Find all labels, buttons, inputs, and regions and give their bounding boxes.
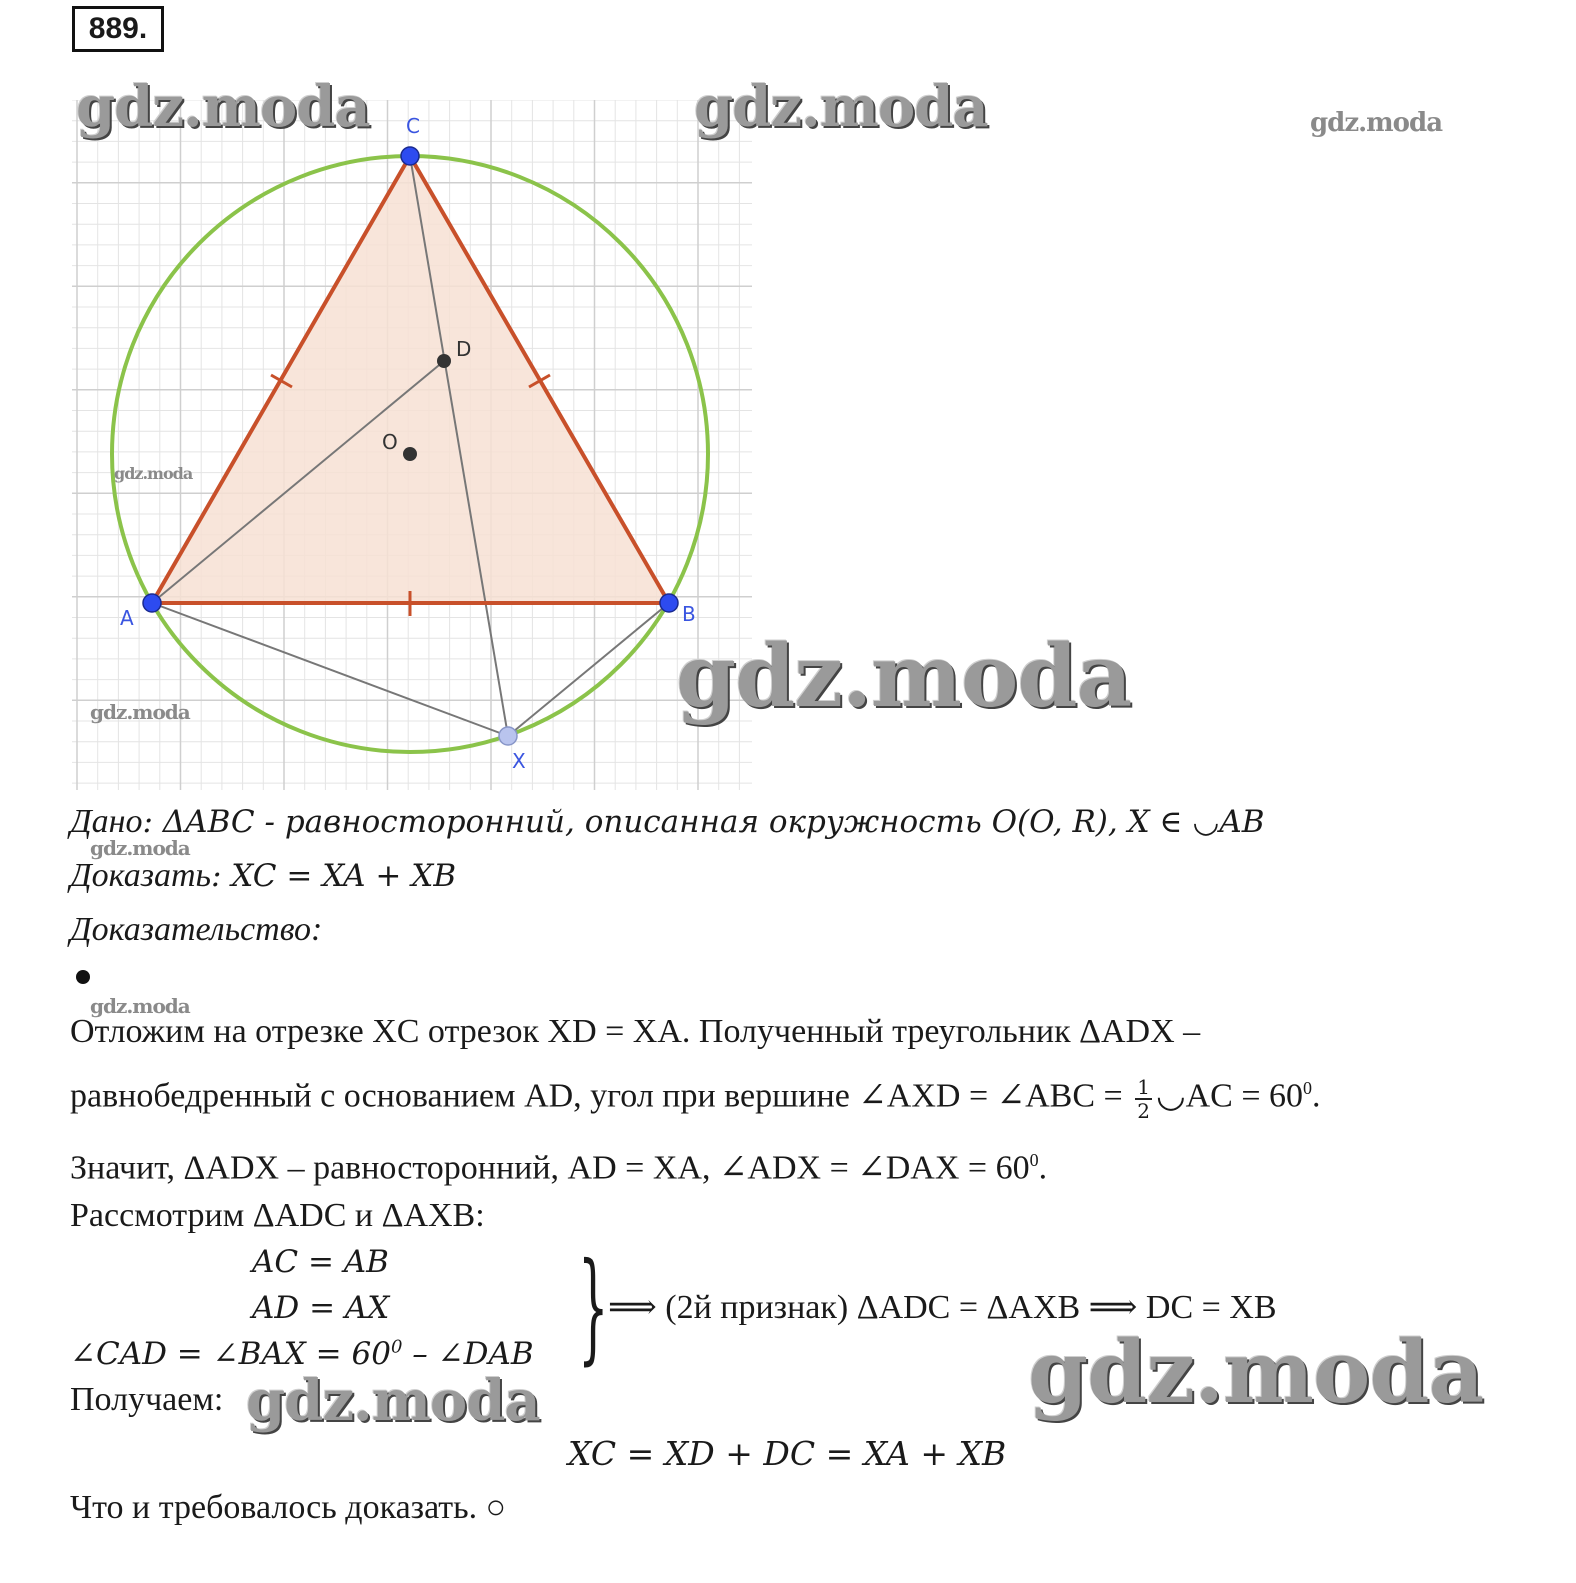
point-d bbox=[437, 354, 451, 368]
triangle-abc-fill bbox=[152, 156, 669, 603]
degree-sup: 0 bbox=[1029, 1150, 1039, 1170]
point-x bbox=[499, 727, 517, 745]
proof-line-4: Рассмотрим ΔADC и ΔAXB: bbox=[70, 1197, 485, 1234]
label-c: C bbox=[406, 114, 420, 138]
label-o: O bbox=[382, 430, 398, 454]
label-b: B bbox=[682, 602, 696, 626]
point-o bbox=[403, 447, 417, 461]
problem-number: 889. bbox=[72, 6, 164, 52]
watermark: gdz.moda bbox=[1310, 108, 1443, 138]
line-end: . bbox=[1312, 1077, 1321, 1115]
point-a bbox=[143, 594, 161, 612]
fraction-denominator: 2 bbox=[1137, 1098, 1150, 1123]
proof-line-2-a: равнобедренный с основанием AD, угол при вершине ∠AXD = ∠ABC = bbox=[70, 1077, 1123, 1115]
proof-line-3 bbox=[70, 1140, 1047, 1188]
label-x: X bbox=[512, 749, 526, 773]
degree-sup: 0 bbox=[1303, 1078, 1313, 1098]
watermark: gdz.moda bbox=[676, 626, 1132, 727]
proof-label: Доказательство: bbox=[70, 911, 323, 948]
watermark: gdz.moda bbox=[90, 836, 190, 860]
watermark: gdz.moda bbox=[694, 74, 988, 140]
watermark: gdz.moda bbox=[246, 1368, 540, 1434]
given-label: Дано bbox=[70, 803, 143, 840]
label-d: D bbox=[456, 337, 472, 361]
point-c bbox=[401, 147, 419, 165]
label-a: A bbox=[120, 606, 134, 630]
watermark: gdz.moda bbox=[76, 74, 370, 140]
given-text: : ΔABC - равносторонний, описанная окружность O(O, R), X ∈ ◡AB bbox=[142, 804, 1265, 840]
final-equation: XC = XD + DC = XA + XB bbox=[568, 1434, 1007, 1473]
given-line bbox=[70, 802, 1265, 842]
system-eq-3 bbox=[70, 1336, 534, 1372]
fraction-numerator: 1 bbox=[1137, 1074, 1150, 1099]
prove-line bbox=[70, 856, 456, 896]
get-label: Получаем: bbox=[70, 1381, 224, 1418]
point-b bbox=[660, 594, 678, 612]
bullet-icon bbox=[76, 970, 90, 984]
system-eq-3-b: – ∠DAB bbox=[402, 1336, 534, 1372]
system-eq-2: AD = AX bbox=[252, 1290, 390, 1326]
system-eq-1: AC = AB bbox=[252, 1244, 389, 1280]
proof-line-1: Отложим на отрезке XC отрезок XD = XA. Полученный треугольник ΔADX – bbox=[70, 1013, 1201, 1050]
prove-label: Доказать bbox=[70, 857, 211, 894]
system-eq-3-a: ∠CAD = ∠BAX = 60 bbox=[70, 1336, 391, 1372]
proof-line-3-a: Значит, ΔADX – равносторонний, AD = XA, ∠ADX = ∠DAX = 60 bbox=[70, 1149, 1030, 1187]
watermark: gdz.moda bbox=[1028, 1322, 1484, 1423]
watermark: gdz.moda bbox=[90, 700, 190, 724]
proof-line-2-b: ◡AC = 60 bbox=[1155, 1077, 1304, 1115]
watermark: gdz.moda bbox=[114, 464, 193, 483]
watermark: gdz.moda bbox=[90, 994, 190, 1018]
degree-sup: 0 bbox=[390, 1336, 403, 1358]
system-brace: } bbox=[578, 1238, 609, 1377]
geometry-figure bbox=[72, 100, 762, 800]
system-conclusion: ⟹ (2й признак) ΔADC = ΔAXB ⟹ DC = XB bbox=[608, 1289, 1277, 1326]
qed-line: Что и требовалось доказать. ○ bbox=[70, 1489, 507, 1526]
prove-text: : XC = XA + XB bbox=[210, 858, 457, 894]
fraction-one-half bbox=[1135, 1076, 1152, 1122]
line-end: . bbox=[1038, 1149, 1048, 1187]
proof-line-2 bbox=[70, 1068, 1321, 1122]
